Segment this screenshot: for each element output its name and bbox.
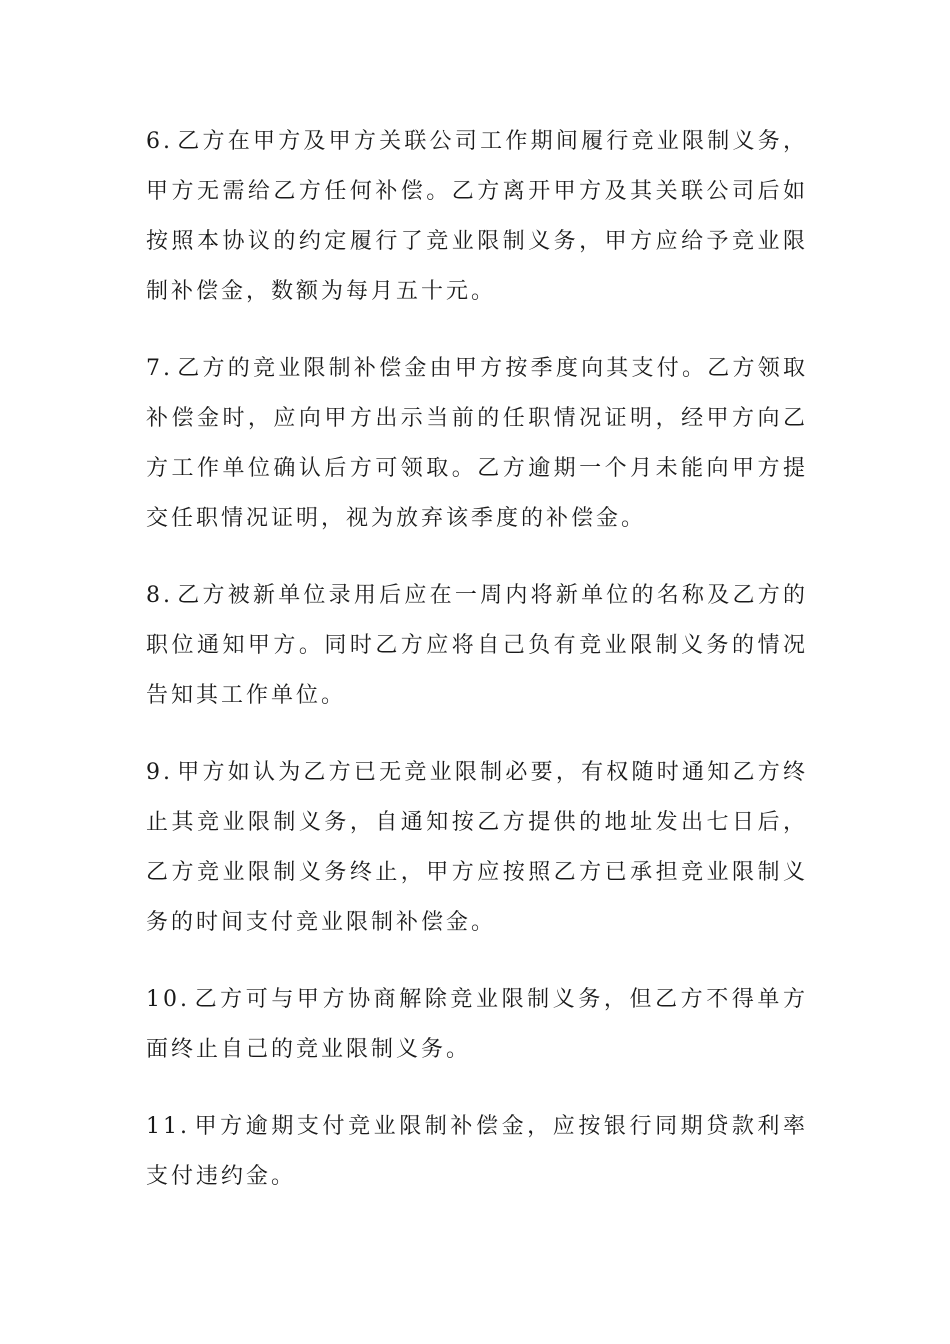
- clause-number: 9.: [146, 760, 173, 785]
- clause-11: [146, 1102, 808, 1202]
- clause-text: 甲方如认为乙方已无竞业限制必要，有权随时通知乙方终止其竞业限制义务，自通知按乙方提供的地址发出七日后，乙方竞业限制义务终止，甲方应按照乙方已承担竞业限制义务的时间支付竞业限制补偿金。: [146, 760, 808, 935]
- clause-text: 乙方在甲方及甲方关联公司工作期间履行竞业限制义务，甲方无需给乙方任何补偿。乙方离开甲方及其关联公司后如按照本协议的约定履行了竞业限制义务，甲方应给予竞业限制补偿金，数额为每月五十元。: [146, 129, 808, 304]
- clause-number: 7.: [146, 356, 173, 381]
- clause-text: 乙方可与甲方协商解除竞业限制义务，但乙方不得单方面终止自己的竞业限制义务。: [146, 987, 808, 1062]
- clause-9: [146, 748, 808, 948]
- clause-7: [146, 344, 808, 544]
- clause-number: 6.: [146, 129, 173, 154]
- clause-text: 乙方的竞业限制补偿金由甲方按季度向其支付。乙方领取补偿金时，应向甲方出示当前的任职情况证明，经甲方向乙方工作单位确认后方可领取。乙方逾期一个月未能向甲方提交任职情况证明，视为放弃该季度的补偿金。: [146, 356, 808, 531]
- document-page: [146, 117, 808, 1229]
- clause-text: 甲方逾期支付竞业限制补偿金，应按银行同期贷款利率支付违约金。: [146, 1114, 808, 1189]
- clause-8: [146, 571, 808, 721]
- clause-number: 10.: [146, 987, 190, 1012]
- clause-text: 乙方被新单位录用后应在一周内将新单位的名称及乙方的职位通知甲方。同时乙方应将自己负有竞业限制义务的情况告知其工作单位。: [146, 583, 808, 708]
- clause-6: [146, 117, 808, 317]
- clause-number: 8.: [146, 583, 173, 608]
- clause-number: 11.: [146, 1114, 190, 1139]
- clause-10: [146, 975, 808, 1075]
